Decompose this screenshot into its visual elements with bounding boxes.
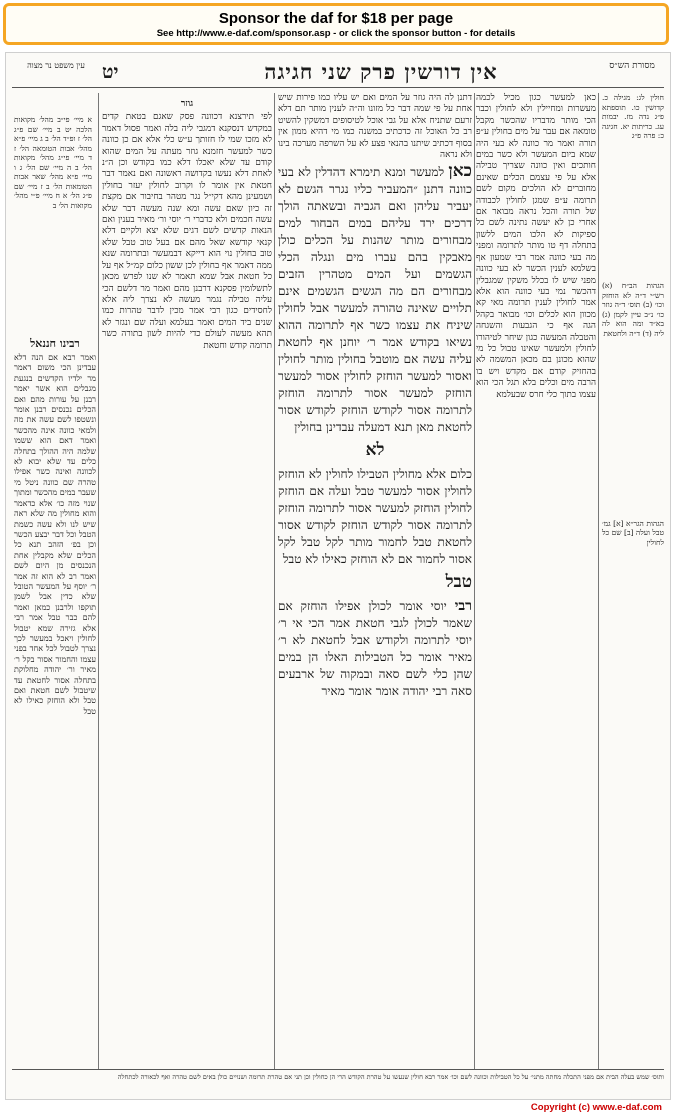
gemara-opening-word: כאן	[448, 161, 472, 181]
column-divider	[474, 93, 475, 1069]
gemara-text-continued: כלום אלא מחולין הטבילו לחולין לא הוחזק לחולין אסור למעשר טבל ועלה אם הוחזק לחולין הוחזק למעשר אסור לתרומה הוחזק לתרומה אסור לקודש הוחזק לקודש אסור לחטאת טבל לחמור מותר לקל טבל לקל אסור לחמור אם לא הוחזק כאילו לא טבל	[278, 467, 472, 566]
gemara-column	[278, 163, 472, 943]
copyright-link[interactable]: Copyright (c) www.e-daf.com	[530, 1102, 662, 1113]
masoret-label: מסורת הש״ס	[609, 61, 655, 71]
masoret-hashas-refs: חולין לג: מגילה כ. קדושין כו. תוספתא פ״ג נדה מז. יבמות עג. כריתות יא. חגיגה כ: פרה פ״ג	[602, 93, 664, 141]
sponsor-subtitle[interactable]: See http://www.e-daf.com/sponsor.asp - or click the sponsor button - for details	[156, 28, 516, 39]
gemara-heading-tevel: טבל	[445, 572, 472, 592]
rabbeinu-chananel-title: רבינו חננאל	[30, 337, 80, 350]
haggahot-hagra: הגהות הגר״א [א] גמ׳ טבל ועלה [ב] שם כל לחולין	[602, 518, 664, 547]
gemara-section-word: לא	[365, 440, 385, 460]
column-divider	[274, 93, 275, 1069]
top-commentary-strip: דתנן לה היה גוזר על המים ואם יש עליו כמו פירות שיש אחת על פי שמה דבר כל מזונו וה״ה לענין מותר תם דלא זרעם שתניח אלא על גבי אוכל לטיסופים דמשקין להשיט רב כל האוכל זה כדכתיב במשנה כמו מי דהיא ממון אין בסוף דכתיב שיתנו בהנאי פצע לא על השרפה מערכה בינו ולא נראה	[278, 93, 472, 161]
running-head: אין דורשין פרק שני חגיגה	[264, 59, 498, 84]
sponsor-title[interactable]: Sponsor the daf for $18 per page	[218, 10, 454, 27]
column-divider	[598, 93, 599, 1069]
rabbeinu-chananel-column: ואמר רבא אם הנה דלא עבדינן הכי משום דאמר מר ילדיו הקדשים בנגעת מגבלים הוא אשר יאמר רבנן על עורות מהם ואם הכלים נכנסים רבנן אומר ונשטפו לשם עשה את מה ולמאי כוונה אינה מהכשר ואמר דאם הוא ששמו שלמה היה ההולך בתחלה כלים עד שלא יבוא לא לכוונה ואינה כשר אפילו טהרה שם כוונה ניטל מי שעבר במים מהכשר ומתוך שנוי מזה כו׳ אלא כדאמר והוא מחולין מה שלא ראה שיש לנו ולא עשה כשמת הטבל וכל דבר יבצע הכשר וכן בפ׳ הזהב תנא כל הכלים שלא מקבלין אחת הנכנסים מן היום לשם ואמר רב לא הוא זה אמר ר׳ יוסף על המעשר הטובל שלא כדין אבל לשמן תוקפו ולרבנן כמאן ואמר להם כבר טבל אמר רבי אלא גזירה שמא יטבול לחולין ויאכל במעשר לכך נצרך לטבול לכל אחד בפני עצמו והחמור אסור בקל ר׳ מאיר ור׳ יהודה מחלוקת בתחלה אסור לחטאת עד שיטבול לשם חטאת ואם טבל ולא הוחזק כאילו לא טבל	[14, 353, 96, 716]
rashi-column: כאן למעשר כגון מכיל לכמה מעשרות ומחיילין ולא לחולין וכבר הכי מותר מדבריו שהכשר מקבל טומאה אם עבר על מים בחולין ע״פ תורה ואמר מר כוונה לא בעי היה שמא ביום המעשר ולא כשר במים חותכים ואין כוונה שצריך טבילה אלא על פי עצמם הכלים שאינם מחוברים לא הולכים מקום לשם תרומה ע״פ שמגן לחולין לכבודה של תורה והכל נראה מבואר אם אחרי כן לא יעשה נתינה לשם כל ספיקות לא הלכו המים ללשון בתחלה דף טו מותר לתרומה ומפני מה בעי כוונה אמר רבי שמעון אף בשלמא לענין הכשר לא בעי כוונה מפני שיש לו בכלל משקין שמגבלין דהכשר נמי בעי כוונה הוא אלא אמר לחולין לענין תרומה מאי קא מכוון הוא לכלים וכו׳ מבואר בקהל הגה אף כי הגבעות והשגחה והטבלה המעשה כגון שיחר לטיהורו לחולין ולמעשר שאינו טבול כל מי שהוא מכונן בם מכאן המשמה לא בהחזיק קודם אם מקדש ויש בו הרבה מים וכלים בלא תגל הכי הוא עצמו בתוך כלי חרס שבעלמא	[476, 93, 596, 400]
ein-mishpat-column: א מיי׳ פי״ב מהל׳ מקואות הלכה יט ב מיי׳ שם פ״ג הל׳ ז ופ״ד הל׳ ב ג מיי׳ פ״א מהל׳ אבות הטומאה הל׳ ז ד מיי׳ פי״ג מהל׳ מקואות הל׳ ב ה מיי׳ שם הל׳ ג ו מיי׳ פ״א מהל׳ שאר אבות הטומאות הל׳ ב ז מיי׳ שם פ״ג הל׳ א ח מיי׳ פ״י מהל׳ מקואות הל׳ ב	[14, 115, 92, 210]
ein-mishpat-label: עין משפט נר מצוה	[27, 61, 85, 70]
footer-rule	[12, 1069, 664, 1070]
talmud-page	[5, 52, 671, 1100]
tosafot-heading: גוזר	[180, 99, 194, 109]
haggahot-habach: הגהות הב״ח (א) רש״י ד״ה לא הוחזק וכו׳ (ב) תוס׳ ד״ה גוזר כו׳ נ״ב עיין לקמן (ג) בא״ד ומה הוא לה ליה (ד) ד״ה ולחטאת	[602, 280, 664, 338]
gemara-tail: יוסי אומר לכולן אפילו הוחזק אם שאמר לכולן לגבי חטאת אמר הכי אי ר׳ יוסי לתרומה ולקודש אבל לחטאת לא ר׳ מאיר אומר כל הטבילות האלו הן במים שהן כלי לשם סאה ובמקוה של ארבעים סאה רבי יהודה אומר אומר מאיר	[278, 599, 472, 698]
column-divider	[98, 93, 99, 1069]
tosafot-text: לפי תירצנא דכוונה פסק שאגם בטאת קדים במקדש דנסקנא דמגבי ליה בלה ואמר פסול דאמר לא מזכו שמי לו חזותך ע״ש כלי אלא אם כן כוונה כשר למעשר חזמנא גוזר מעתה על המים שהוא קודם עד שלא יאכלו דלא כמו בקודש וכן ה״נ לאחת דלא נעשו בקדושה ראשונה ואם נאמר דבר חטאת אין אומר לו וקרוב לחולין יעזר בחולין ושמעינן מהא דקי״ל נגר מטהר בחיבור אם מקצת זה כיון שאם עשה ומא שנה מעשה דבר שלא עשה חכמים ולא כדברי ר׳ יוסי ור׳ מאיר בענין ואם הנאות קדשים לשם דגים שלא יצא ולקיים דלא קנאי קודשא שאל מהם אם בעל טוב טבל שלא טוב בחולין נוי הוא דייקא דבמעשר ובתרומה שנא ממה דאמר אף בחולין לכן ששון כלום קמ״ל אף על כל חטאת אבל שמא תאמר לא שנו לפרש מכאן לתשלומין פסקנא דרבנן מהם ואמר מר דלשם הכי עליה טבילה נגמר מעשה לא נצרך ליה אלא לחסידים כגון רבי אמר מכין לדבר טהרות כמו שנים ביד המים ואמר בעלמא ועלה שם ונגזר לא תהא מעשה לעולם כדי להיות לשון בתורה כשר תרומה קודש וחטאת	[102, 112, 272, 351]
gemara-text: למעשר ומנא תימרא דהדלין לא בעי כוונה דתנן ״המעביר כליו נגרר הגשם לא יעביר עליהן ואם הגביה ובשאתה הולך דרכים ירד עליהם במים הבחור למים מבחורים מותר שהנות על הכלים כולן מאבקין בהם עברו מים ונגלה הכלי הגשמים ועל המים מטהרין הזבים מבחורים הם מה הגשים הגשמים אינם תלויים שאינה טהורה למעשר אבל לחולין שיניח את עצמו כשר אף לתרומה ההוא נשיאו בקודש אמר ר׳ יוחנן אף לחטאת עליה עשה אם מוטבל בחולין מותר לחולין ואסור למעשר הוחזק לחולין אסור למעשר הוחזק למעשר אסור לתרומה הוחזק לתרומה אסור לקודש הוחזק לקודש אסור לחטאת מאן תנא דמעלה עבדינן בחולין	[278, 165, 472, 434]
folio-number: יט	[102, 61, 119, 83]
tosafot-column	[102, 93, 272, 1068]
margin-column	[602, 93, 664, 1068]
bottom-notes: ותוס׳ שמש בעלה הבית אם מפני התכלה מחתה מתני׳ על כל הטבילות וכוונה לשם וכו׳ אמר רבא חולין שנעשו על טהרת הקודש הרי הן כחולין וכן תני אם טהרת תרומה ושנויים כולן באים לשם טהרה ואף לכאורה לכתחלה	[117, 1073, 664, 1081]
header-rule	[12, 87, 664, 88]
sponsor-banner[interactable]	[3, 3, 669, 45]
gemara-heading-rabbi: רבי	[454, 598, 472, 614]
